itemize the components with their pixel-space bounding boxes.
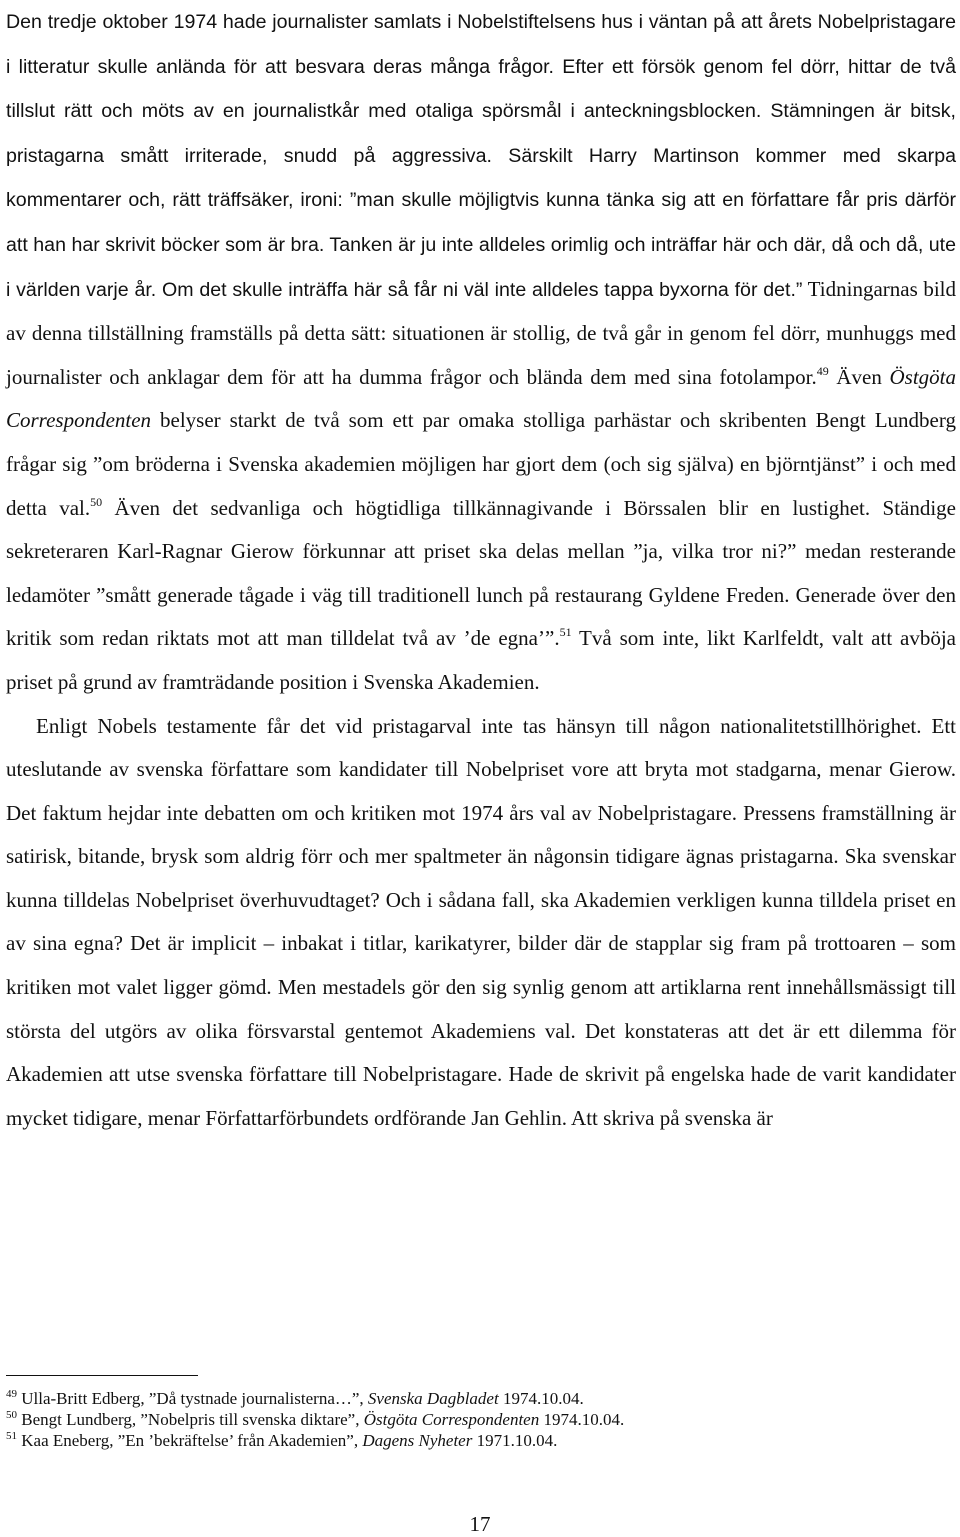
- footnotes: [6, 1388, 946, 1451]
- text-segment: Tidningarnas bild av denna tillställning framställs på detta sätt: situationen är stollig, de två går in genom fel dörr, munhuggs med journalister och anklagar dem för att ha dumma frågor och blända dem med sina fotolampor.: [6, 276, 957, 389]
- footnote-item: [6, 1409, 946, 1430]
- text-segment: Även: [828, 364, 890, 389]
- newspaper-title: Svenska Dagbladet: [367, 1389, 499, 1408]
- page-number: 17: [469, 1512, 491, 1536]
- footnote-divider: [6, 1375, 198, 1376]
- footnote-ref: 49: [816, 363, 829, 378]
- text-segment: Två som inte, likt Karlfeldt, valt att avböja priset på grund av framträdande position i Svenska Akademien.: [6, 626, 956, 694]
- footnote-date: 1974.10.04.: [539, 1410, 625, 1429]
- footnote-date: 1974.10.04.: [498, 1389, 584, 1408]
- footnote-date: 1971.10.04.: [472, 1431, 558, 1450]
- footnote-number: 49: [6, 1388, 17, 1400]
- text-segment: belyser starkt de två som ett par omaka stolliga parhästar och skribenten Bengt Lundberg frågar sig ”om bröderna i Svenska akademien möjligen har gjort dem (och sig själva) en björntjänst” i och med detta val.: [6, 408, 956, 520]
- footnote-ref: 50: [90, 494, 103, 509]
- text-segment: Enligt Nobels testamente får det vid pristagarval inte tas hänsyn till någon nationalitetstillhörighet. Ett uteslutande av svenska författare som kandidater till Nobelpriset vore att bryta mot stadgarna, menar Gierow. Det faktum hejdar inte debatten om och kritiken mot 1974 års val av Nobelpristagare. Pressens framställning är satirisk, bitande, brysk som aldrig förr och mer spaltmeter än någonsin tidigare ägnas pristagarna. Ska svenskar kunna tilldelas Nobelpriset överhuvudtaget? Och i sådana fall, ska Akademien verkligen kunna tilldela priset en av sina egna? Det är implicit – inbakat i titlar, karikatyrer, bilder där de stapplar sig fram på trottoaren – som kritiken mot valet ligger gömd. Men mestadels gör den sig synlig genom att artiklarna rent innehållsmässigt till största del utgörs av olika försvarstal gentemot Akademiens val. Det konstateras att det är ett dilemma för Akademien att utse svenska författare till Nobelpristagare. Hade de skrivit på engelska hade de varit kandidater mycket tidigare, menar Författarförbundets ordförande Jan Gehlin. Att skriva på svenska är: [6, 713, 956, 1130]
- footnote-number: 51: [6, 1430, 17, 1442]
- footnote-item: [6, 1388, 946, 1409]
- body-text: [6, 0, 956, 1140]
- paragraph-1: [6, 0, 956, 705]
- footnote-number: 50: [6, 1409, 17, 1421]
- footnote-text: Bengt Lundberg, ”Nobelpris till svenska diktare”,: [17, 1410, 364, 1429]
- newspaper-title: Dagens Nyheter: [362, 1431, 473, 1450]
- footnote-item: [6, 1430, 946, 1451]
- paragraph-2: [6, 705, 956, 1141]
- newspaper-title: Östgöta Correspondenten: [363, 1410, 540, 1429]
- footnote-text: Kaa Eneberg, ”En ’bekräftelse’ från Akademien”,: [17, 1431, 363, 1450]
- newspaper-title: Östgöta Correspondenten: [6, 364, 956, 433]
- text-segment: Även det sedvanliga och högtidliga tillkännagivande i Börssalen blir en lustighet. Ständige sekreteraren Karl-Ragnar Gierow förkunnar att priset ska delas mellan ”ja, vilka tror ni?” medan resterande ledamöter ”smått generade tågade i väg till traditionell lunch på restaurang Gyldene Freden. Generade över den kritik som redan riktats mot att man tilldelat två av ’de egna’”.: [6, 495, 957, 651]
- footnote-ref: 51: [559, 625, 572, 640]
- text-segment: Den tredje oktober 1974 hade journalister samlats i Nobelstiftelsens hus i väntan på att årets Nobelpristagare i litteratur skulle anlända för att besvara deras många frågor. Efter ett försök genom fel dörr, hittar de två tillslut rätt och möts av en journalistkår med otaliga spörsmål i anteckningsblocken. Stämningen är bitsk, pristagarna smått irriterade, snudd på aggressiva. Särskilt Harry Martinson kommer med skarpa kommentarer och, rätt träffsäker, ironi: ”man skulle möjligtvis kunna tänka sig att en författare får pris därför att han har skrivit böcker som är bra. Tanken är ju inte alldeles orimlig och inträffar här och där, då och då, ute i världen varje år. Om det skulle inträffa här så får ni väl inte alldeles tappa byxorna för det.”: [6, 11, 956, 301]
- footnote-text: Ulla-Britt Edberg, ”Då tystnade journalisterna…”,: [17, 1389, 368, 1408]
